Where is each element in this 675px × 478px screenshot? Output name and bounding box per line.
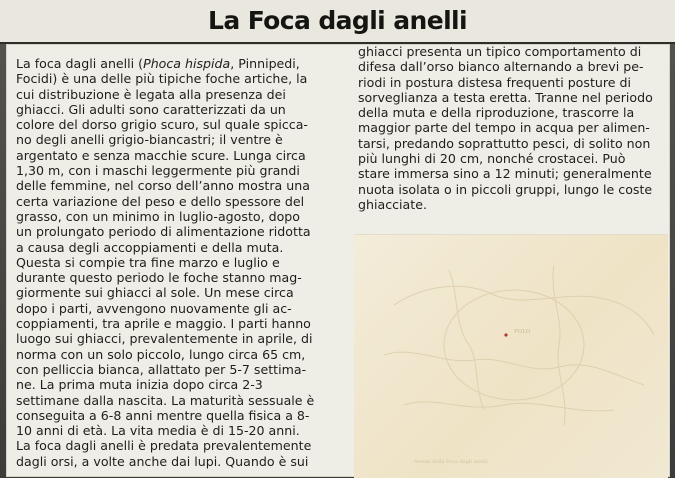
text-line: maggior parte del tempo in acqua per alimen- (358, 120, 650, 136)
text-line: argentato e senza macchie scure. Lunga circa (16, 147, 306, 163)
text-line: dagli orsi, a volte anche dai lupi. Quando è sui (16, 453, 309, 469)
text-line: giormente sui ghiacci al sole. Un mese circa (16, 285, 294, 301)
meridian-line (449, 270, 484, 410)
text-line: stare immersa sino a 12 minuti; generalmente (358, 166, 652, 182)
text-line: nuota isolata o in piccoli gruppi, lungo le coste (358, 181, 653, 197)
text-line: a causa degli accoppiamenti e della muta. (16, 239, 284, 255)
text-panel (6, 44, 670, 477)
text-line (16, 56, 328, 71)
text-line: delle femmine, nel corso dell’anno mostra una (16, 178, 310, 194)
page-title: La Foca dagli anelli (208, 6, 467, 35)
text-line-start: La foca dagli anelli ( (16, 56, 144, 71)
coastline-south (404, 402, 614, 411)
text-line: coppiamenti, tra aprile e maggio. I parti hanno (16, 316, 311, 332)
left-column (16, 56, 328, 469)
text-line: ghiacci. Gli adulti sono caratterizzati da un (16, 101, 286, 117)
text-line: della muta e della riproduzione, trascorre la (358, 105, 635, 121)
text-line: sorveglianza a testa eretta. Tranne nel periodo (358, 89, 653, 105)
text-line: dopo i parti, avvengono nuovamente gli ac- (16, 300, 292, 316)
range-map (354, 234, 668, 478)
title-strip (0, 0, 675, 44)
text-line: difesa dall’orso bianco alternando a brevi pe- (358, 59, 644, 75)
text-line: norma con un solo piccolo, lungo circa 65 cm, (16, 346, 306, 362)
map-outlines (354, 235, 668, 478)
text-line: ne. La prima muta inizia dopo circa 2-3 (16, 377, 263, 393)
map-caption: Areale della Foca dagli anelli (414, 459, 488, 465)
arctic-circle (444, 290, 584, 400)
text-line: Questa si compie tra fine marzo e luglio e (16, 254, 280, 270)
text-line: tarsi, predando soprattutto pesci, di solito non (358, 135, 651, 151)
text-line-end: , Pinnipedi, (230, 56, 300, 71)
coastline-north (394, 286, 654, 335)
text-line: più lunghi di 20 cm, nonché crostacei. Può (358, 151, 626, 167)
text-line: certa variazione del peso e dello spessore del (16, 193, 305, 209)
text-line: grasso, con un minimo in luglio-agosto, dopo (16, 208, 300, 224)
text-line: ghiacci presenta un tipico comportamento di (358, 44, 642, 59)
text-line: cui distribuzione è legata alla presenza dei (16, 86, 286, 102)
text-line: riodi in postura distesa frequenti posture di (358, 74, 632, 90)
coastline-middle (384, 352, 644, 385)
text-line: durante questo periodo le foche stanno mag- (16, 270, 302, 286)
scientific-name: Phoca hispida (143, 56, 231, 71)
meridian-line (553, 265, 565, 425)
text-line: luogo sui ghiacci, prevalentemente in aprile, di (16, 331, 313, 347)
right-column (358, 44, 664, 212)
text-line: 10 anni di età. La vita media è di 15-20 anni. (16, 423, 300, 439)
text-line: conseguita a 6-8 anni mentre quella fisica a 8- (16, 407, 310, 423)
map-label-polo: POLO (514, 329, 531, 335)
pole-marker (504, 333, 507, 336)
text-line: con pelliccia bianca, allattato per 5-7 settima- (16, 361, 307, 377)
text-line: no degli anelli grigio-biancastri; il ventre è (16, 132, 283, 148)
text-line: settimane dalla nascita. La maturità sessuale è (16, 392, 315, 408)
text-line: un prolungato periodo di alimentazione ridotta (16, 224, 311, 240)
text-line: colore del dorso grigio scuro, sul quale spicca- (16, 117, 308, 133)
text-line: Focidi) è una delle più tipiche foche artiche, la (16, 71, 308, 87)
text-line: 1,30 m, con i maschi leggermente più grandi (16, 163, 300, 179)
text-line: ghiacciate. (358, 196, 427, 212)
text-line: La foca dagli anelli è predata prevalentemente (16, 438, 312, 454)
